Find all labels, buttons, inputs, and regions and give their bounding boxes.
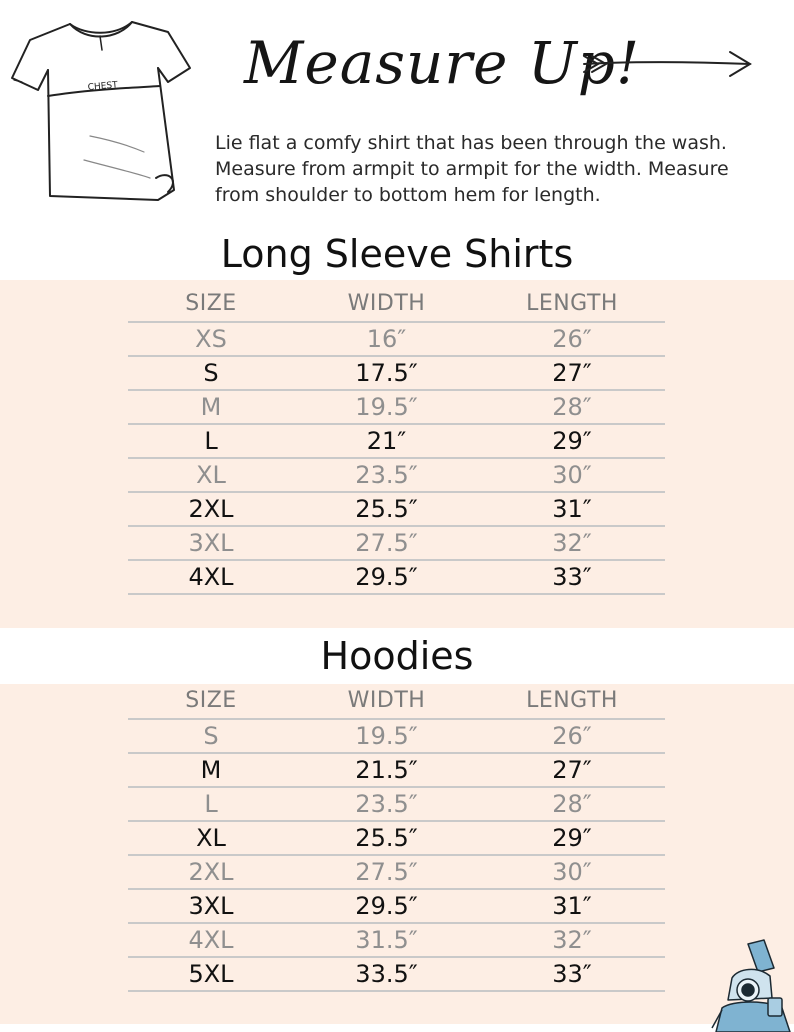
width-cell: 31.5″ [294, 923, 479, 957]
length-cell: 28″ [479, 787, 665, 821]
size-cell: 4XL [128, 560, 294, 594]
width-header: WIDTH [294, 682, 479, 719]
length-cell: 29″ [479, 821, 665, 855]
page-title: Measure Up! [244, 29, 641, 97]
table-row [128, 787, 665, 821]
long-sleeve-size-table [128, 285, 665, 595]
length-cell: 28″ [479, 390, 665, 424]
length-cell: 31″ [479, 889, 665, 923]
length-cell: 26″ [479, 719, 665, 753]
hoodies-section-title: Hoodies [320, 634, 474, 678]
width-cell: 17.5″ [294, 356, 479, 390]
size-cell: L [128, 787, 294, 821]
header [0, 0, 794, 228]
long-sleeve-section-title: Long Sleeve Shirts [220, 232, 574, 276]
table-row [128, 458, 665, 492]
table-row [128, 957, 665, 991]
table-row [128, 560, 665, 594]
length-cell: 26″ [479, 322, 665, 356]
measuring-instructions [215, 130, 775, 208]
table-row [128, 855, 665, 889]
size-cell: 3XL [128, 889, 294, 923]
table-row [128, 322, 665, 356]
width-cell: 27.5″ [294, 526, 479, 560]
table-header-row [128, 682, 665, 719]
size-cell: S [128, 356, 294, 390]
width-cell: 29.5″ [294, 560, 479, 594]
table-row [128, 889, 665, 923]
length-header: LENGTH [479, 682, 665, 719]
size-cell: M [128, 753, 294, 787]
table-row [128, 753, 665, 787]
width-cell: 25.5″ [294, 821, 479, 855]
size-header: SIZE [128, 285, 294, 322]
size-cell: 4XL [128, 923, 294, 957]
width-cell: 23.5″ [294, 458, 479, 492]
width-cell: 21.5″ [294, 753, 479, 787]
width-cell: 16″ [294, 322, 479, 356]
table-row [128, 492, 665, 526]
width-cell: 27.5″ [294, 855, 479, 889]
size-cell: XL [128, 821, 294, 855]
length-cell: 30″ [479, 458, 665, 492]
table-row [128, 356, 665, 390]
chest-label: CHEST [87, 80, 119, 93]
size-cell: XS [128, 322, 294, 356]
size-cell: 2XL [128, 855, 294, 889]
table-row [128, 390, 665, 424]
length-cell: 29″ [479, 424, 665, 458]
astronaut-mascot-icon [708, 938, 794, 1032]
instruction-line: from shoulder to bottom hem for length. [215, 184, 601, 206]
width-cell: 25.5″ [294, 492, 479, 526]
table-header-row [128, 285, 665, 322]
tshirt-illustration [8, 10, 204, 210]
hoodies-size-table [128, 682, 665, 992]
length-cell: 27″ [479, 753, 665, 787]
table-row [128, 424, 665, 458]
width-cell: 33.5″ [294, 957, 479, 991]
length-cell: 33″ [479, 560, 665, 594]
width-header: WIDTH [294, 285, 479, 322]
size-cell: 2XL [128, 492, 294, 526]
table-row [128, 719, 665, 753]
table-row [128, 821, 665, 855]
length-cell: 27″ [479, 356, 665, 390]
size-header: SIZE [128, 682, 294, 719]
length-cell: 30″ [479, 855, 665, 889]
length-header: LENGTH [479, 285, 665, 322]
table-row [128, 526, 665, 560]
length-cell: 32″ [479, 526, 665, 560]
size-cell: M [128, 390, 294, 424]
instruction-line: Measure from armpit to armpit for the width. Measure [215, 158, 729, 180]
width-cell: 23.5″ [294, 787, 479, 821]
size-cell: 5XL [128, 957, 294, 991]
size-cell: S [128, 719, 294, 753]
instruction-line: Lie flat a comfy shirt that has been through the wash. [215, 132, 727, 154]
table-row [128, 923, 665, 957]
width-cell: 21″ [294, 424, 479, 458]
size-cell: L [128, 424, 294, 458]
length-cell: 31″ [479, 492, 665, 526]
length-cell: 33″ [479, 957, 665, 991]
width-cell: 19.5″ [294, 719, 479, 753]
width-cell: 29.5″ [294, 889, 479, 923]
size-cell: XL [128, 458, 294, 492]
arrow-right-icon [580, 46, 756, 82]
size-cell: 3XL [128, 526, 294, 560]
length-cell: 32″ [479, 923, 665, 957]
width-cell: 19.5″ [294, 390, 479, 424]
